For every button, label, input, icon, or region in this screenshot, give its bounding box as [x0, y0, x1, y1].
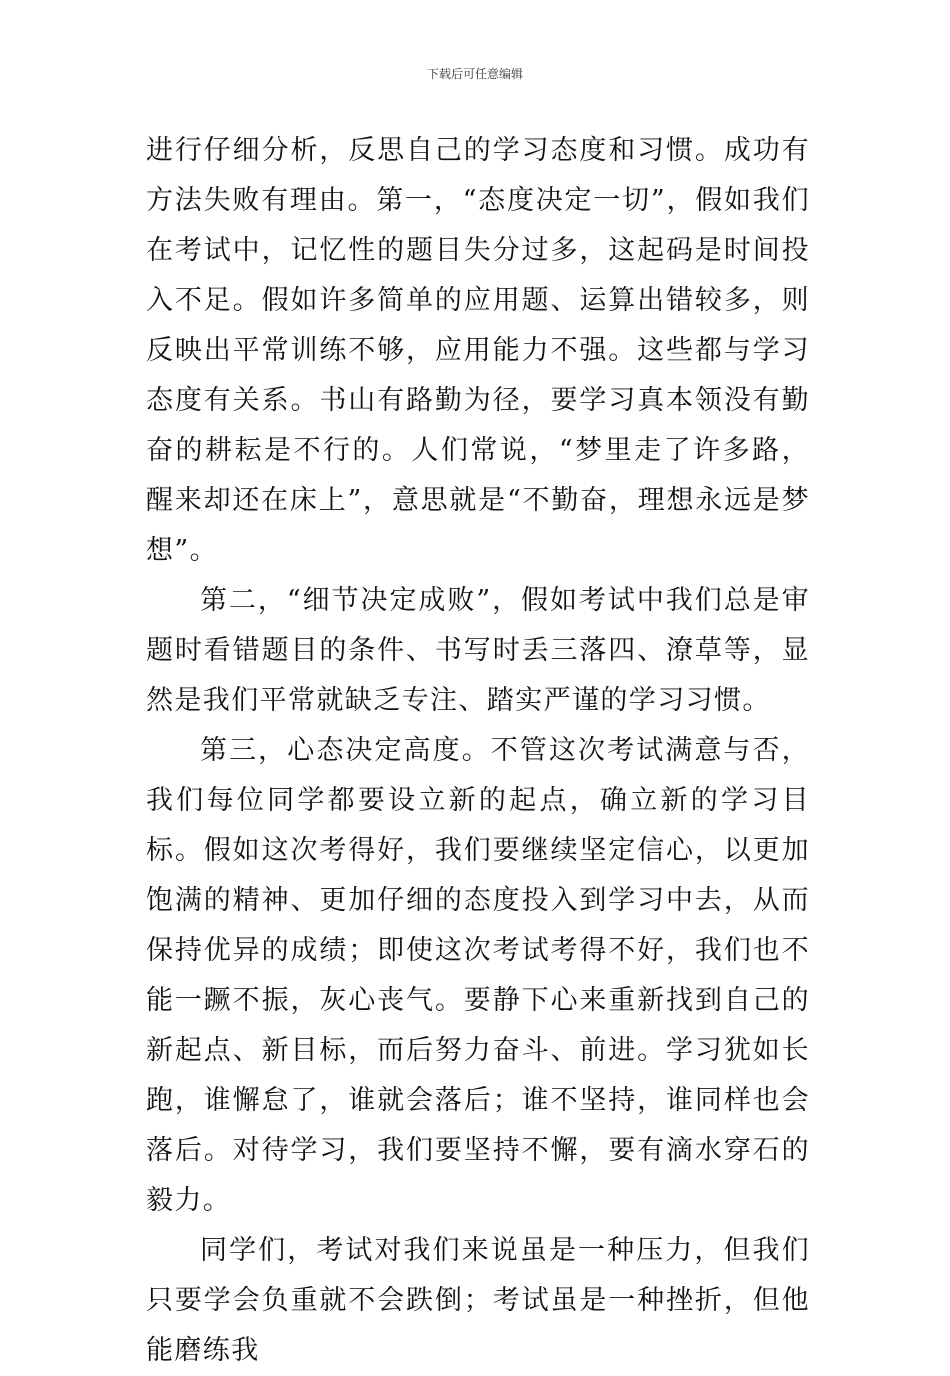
paragraph-third-point: 第三，心态决定高度。不管这次考试满意与否，我们每位同学都要设立新的起点，确立新的学习目标。假如这次考得好，我们要继续坚定信心，以更加饱满的精神、更加仔细的态度投入到学习中去，从而保持优异的成绩；即使这次考试考得不好，我们也不能一蹶不振，灰心丧气。要静下心来重新找到自己的新起点、新目标，而后努力奋斗、前进。学习犹如长跑，谁懈怠了，谁就会落后；谁不坚持，谁同样也会落后。对待学习，我们要坚持不懈，要有滴水穿石的毅力。 — [146, 735, 810, 1216]
paragraph-continued: 进行仔细分析，反思自己的学习态度和习惯。成功有方法失败有理由。第一，“态度决定一切”，假如我们在考试中，记忆性的题目失分过多，这起码是时间投入不足。假如许多简单的应用题、运算出错较多，则反映出平常训练不够，应用能力不强。这些都与学习态度有关系。书山有路勤为径，要学习真本领没有勤奋的耕耘是不行的。人们常说，“梦里走了许多路，醒来却还在床上”，意思就是“不勤奋，理想永远是梦想”。 — [146, 135, 810, 566]
document-body — [146, 126, 810, 1376]
header-note: 下载后可任意编辑 — [426, 67, 523, 81]
paragraph-closing: 同学们，考试对我们来说虽是一种压力，但我们只要学会负重就不会跌倒；考试虽是一种挫折，但他能磨练我 — [146, 1235, 810, 1366]
paragraph-second-point: 第二，“细节决定成败”，假如考试中我们总是审题时看错题目的条件、书写时丢三落四、潦草等，显然是我们平常就缺乏专注、踏实严谨的学习习惯。 — [146, 585, 810, 716]
